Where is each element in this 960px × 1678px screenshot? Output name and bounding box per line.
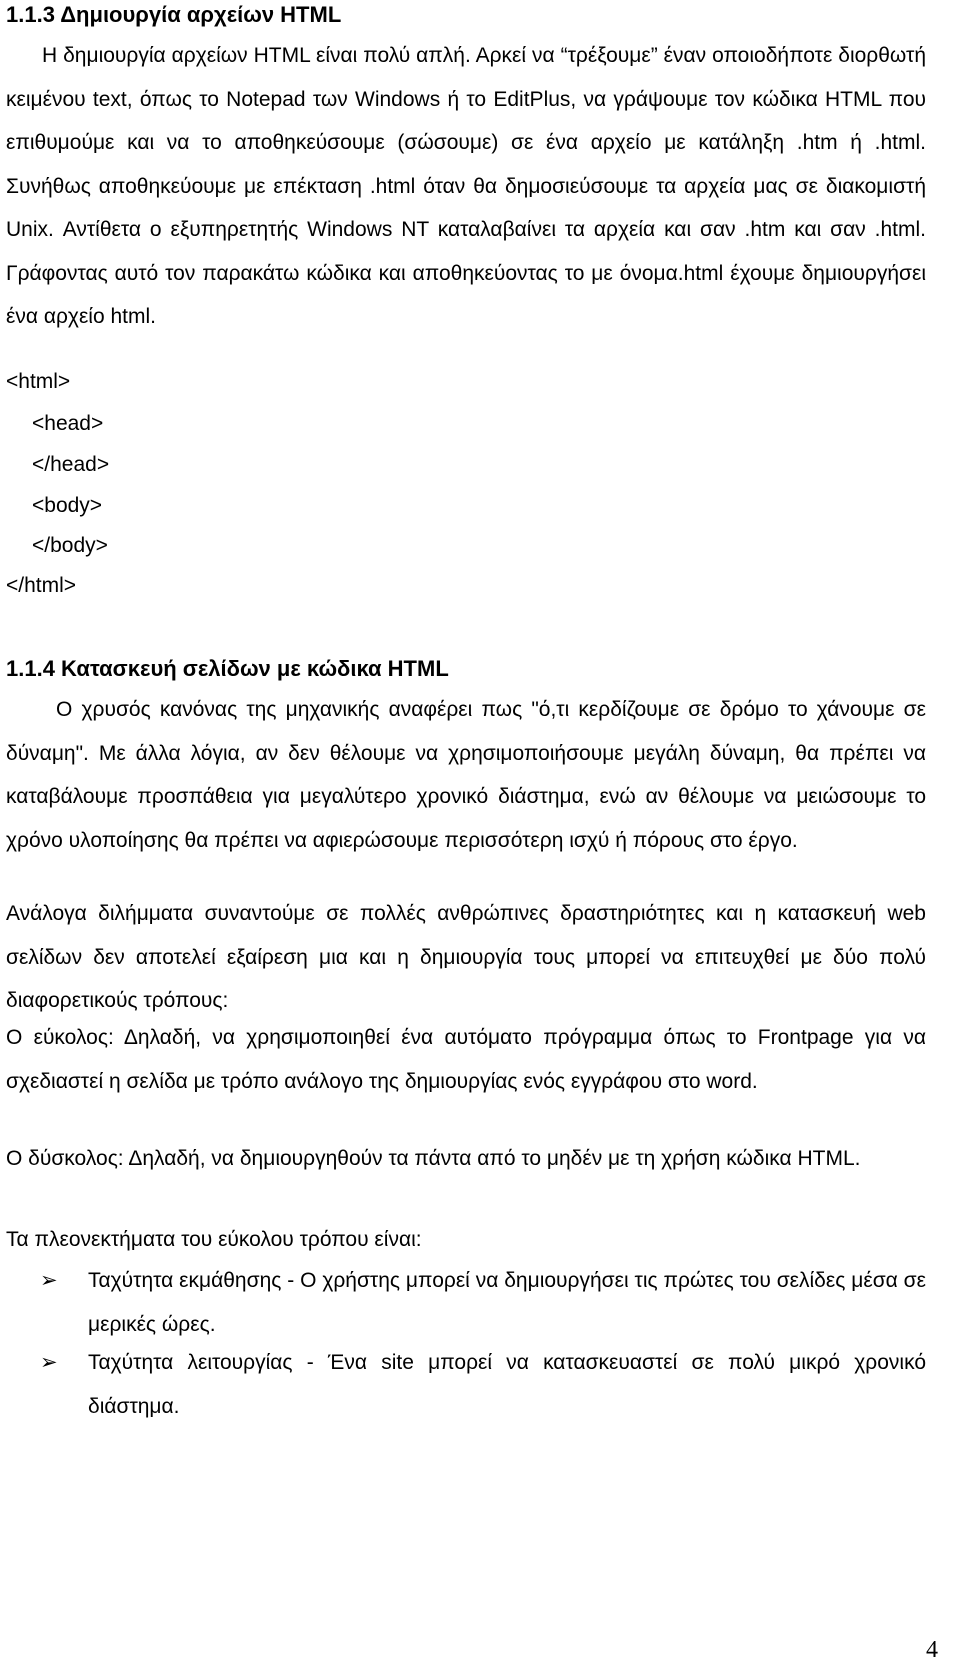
section-2-paragraph-3: Ο εύκολος: Δηλαδή, να χρησιμοποιηθεί ένα αυτόματο πρόγραμμα όπως το Frontpage για να σχεδιαστεί η σελίδα με τρόπο ανάλογο της δημιουργίας ενός εγγράφου στο word. bbox=[6, 1026, 926, 1093]
section-2-paragraph-1-text: Ο χρυσός κανόνας της μηχανικής αναφέρει πως "ό,τι κερδίζουμε σε δρόμο το χάνουμε σε δύναμη". Με άλλα λόγια, αν δεν θέλουμε να χρησιμοποιήσουμε μεγάλη δύναμη, θα πρέπει να καταβάλουμε προσπάθεια για μεγαλύτερο χρονικό διάστημα, ενώ αν θέλουμε να μειώσουμε το χρόνο υλοποίησης θα πρέπει να αφιερώσουμε περισσότερη ισχύ ή πόρους στο έργο. bbox=[6, 698, 926, 852]
arrow-bullet-icon: ➢ bbox=[40, 1351, 58, 1374]
code-line-html-open: <html> bbox=[6, 370, 71, 393]
code-line-body-open: <body> bbox=[32, 494, 103, 517]
section-heading-1-1-3: 1.1.3 Δημιουργία αρχείων HTML bbox=[6, 2, 342, 27]
bullet-item-learning-speed bbox=[40, 1259, 926, 1346]
code-line-html-close: </html> bbox=[6, 574, 77, 597]
code-line-head-close: </head> bbox=[32, 453, 110, 476]
section-1-paragraph-text: Η δημιουργία αρχείων HTML είναι πολύ απλή. Αρκεί να “τρέξουμε” έναν οποιοδήποτε διορθωτή κειμένου text, όπως το Notepad των Windows ή το EditPlus, να γράψουμε τον κώδικα HTML που επιθυμούμε και να το αποθηκεύσουμε (σώσουμε) σε ένα αρχείο με κατάληξη .htm ή .html. Συνήθως αποθηκεύουμε με επέκταση .html όταν θα δημοσιεύσουμε τα αρχεία μας σε διακομιστή Unix. Αντίθετα ο εξυπηρετητής Windows NT καταλαβαίνει τα αρχεία και σαν .htm και σαν .html. Γράφοντας αυτό τον παρακάτω κώδικα και αποθηκεύοντας το με όνομα.html έχουμε δημιουργήσει ένα αρχείο html. bbox=[6, 44, 926, 328]
bullet-item-operation-speed bbox=[40, 1341, 926, 1428]
page-number: 4 bbox=[926, 1637, 938, 1663]
section-heading-1-1-4: 1.1.4 Κατασκευή σελίδων με κώδικα HTML bbox=[6, 656, 449, 681]
bullet-text: Ταχύτητα λειτουργίας - Ένα site μπορεί να κατασκευαστεί σε πολύ μικρό χρονικό διάστημα. bbox=[88, 1351, 926, 1418]
section-1-paragraph bbox=[6, 34, 926, 339]
section-2-paragraph-5: Τα πλεονεκτήματα του εύκολου τρόπου είναι: bbox=[6, 1228, 422, 1251]
section-2-paragraph-4: Ο δύσκολος: Δηλαδή, να δημιουργηθούν τα πάντα από το μηδέν με τη χρήση κώδικα HTML. bbox=[6, 1147, 861, 1170]
section-2-paragraph-2: Ανάλογα διλήμματα συναντούμε σε πολλές ανθρώπινες δραστηριότητες και η κατασκευή web σελίδων δεν αποτελεί εξαίρεση μια και η δημιουργία τους μπορεί να επιτευχθεί με δύο πολύ διαφορετικούς τρόπους: bbox=[6, 902, 926, 1012]
code-line-body-close: </body> bbox=[32, 534, 108, 557]
arrow-bullet-icon: ➢ bbox=[40, 1269, 58, 1292]
code-line-head-open: <head> bbox=[32, 412, 104, 435]
section-2-paragraph-1 bbox=[6, 688, 926, 862]
bullet-text: Ταχύτητα εκμάθησης - Ο χρήστης μπορεί να δημιουργήσει τις πρώτες του σελίδες μέσα σε μερικές ώρες. bbox=[88, 1269, 926, 1336]
